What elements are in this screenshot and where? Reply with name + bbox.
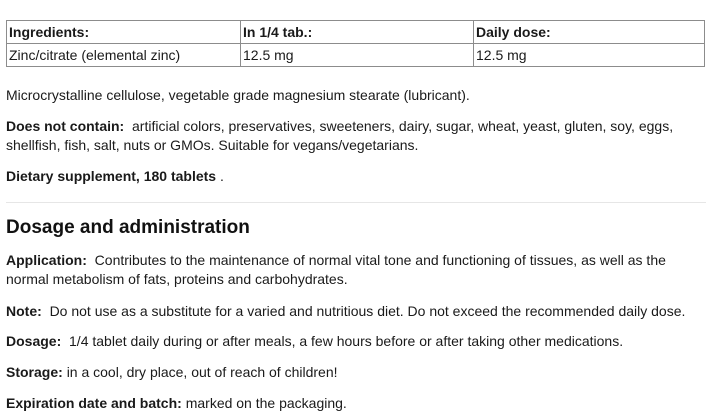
per-quarter-tablet-cell: 12.5 mg (241, 44, 474, 67)
note-paragraph (6, 302, 706, 321)
note-text: Do not use as a substitute for a varied and nutritious diet. Do not exceed the recommended daily dose. (49, 303, 686, 319)
table-row (7, 44, 705, 67)
section-heading: Dosage and administration (6, 217, 250, 238)
note-label: Note: (6, 303, 42, 319)
storage-paragraph (6, 363, 706, 382)
excipients-text: Microcrystalline cellulose, vegetable grade magnesium stearate (lubricant). (6, 87, 470, 103)
storage-label: Storage: (6, 364, 63, 380)
supplement-paragraph (6, 167, 706, 186)
supplement-label: Dietary supplement, 180 tablets (6, 168, 217, 184)
daily-dose-cell: 12.5 mg (474, 44, 705, 67)
does-not-contain-text: artificial colors, preservatives, sweeteners, dairy, sugar, wheat, yeast, gluten, soy, eggs, shellfish, fish, salt, nuts or GMOs. Suitable for vegans/vegetarians. (6, 118, 674, 153)
dosage-label: Dosage: (6, 333, 62, 349)
column-header-ingredients: Ingredients: (7, 21, 241, 44)
ingredient-name-cell: Zinc/citrate (elemental zinc) (7, 44, 241, 67)
column-header-daily-dose: Daily dose: (474, 21, 705, 44)
application-paragraph (6, 251, 706, 289)
dosage-paragraph (6, 332, 706, 351)
expiration-label: Expiration date and batch: (6, 395, 182, 411)
ingredients-table (6, 20, 705, 67)
storage-text: in a cool, dry place, out of reach of children! (66, 364, 338, 380)
does-not-contain-label: Does not contain: (6, 118, 125, 134)
dosage-text: 1/4 tablet daily during or after meals, a few hours before or after taking other medications. (69, 333, 624, 349)
application-label: Application: (6, 252, 87, 268)
does-not-contain-paragraph (6, 117, 706, 155)
expiration-text: marked on the packaging. (185, 395, 347, 411)
column-header-per-quarter-tablet: In 1/4 tab.: (241, 21, 474, 44)
application-text: Contributes to the maintenance of normal vital tone and functioning of tissues, as well as the normal metabolism of fats, proteins and carbohydrates. (6, 252, 666, 287)
section-divider (6, 202, 706, 203)
expiration-paragraph (6, 394, 706, 413)
supplement-suffix: . (219, 168, 224, 184)
table-header-row (7, 21, 705, 44)
